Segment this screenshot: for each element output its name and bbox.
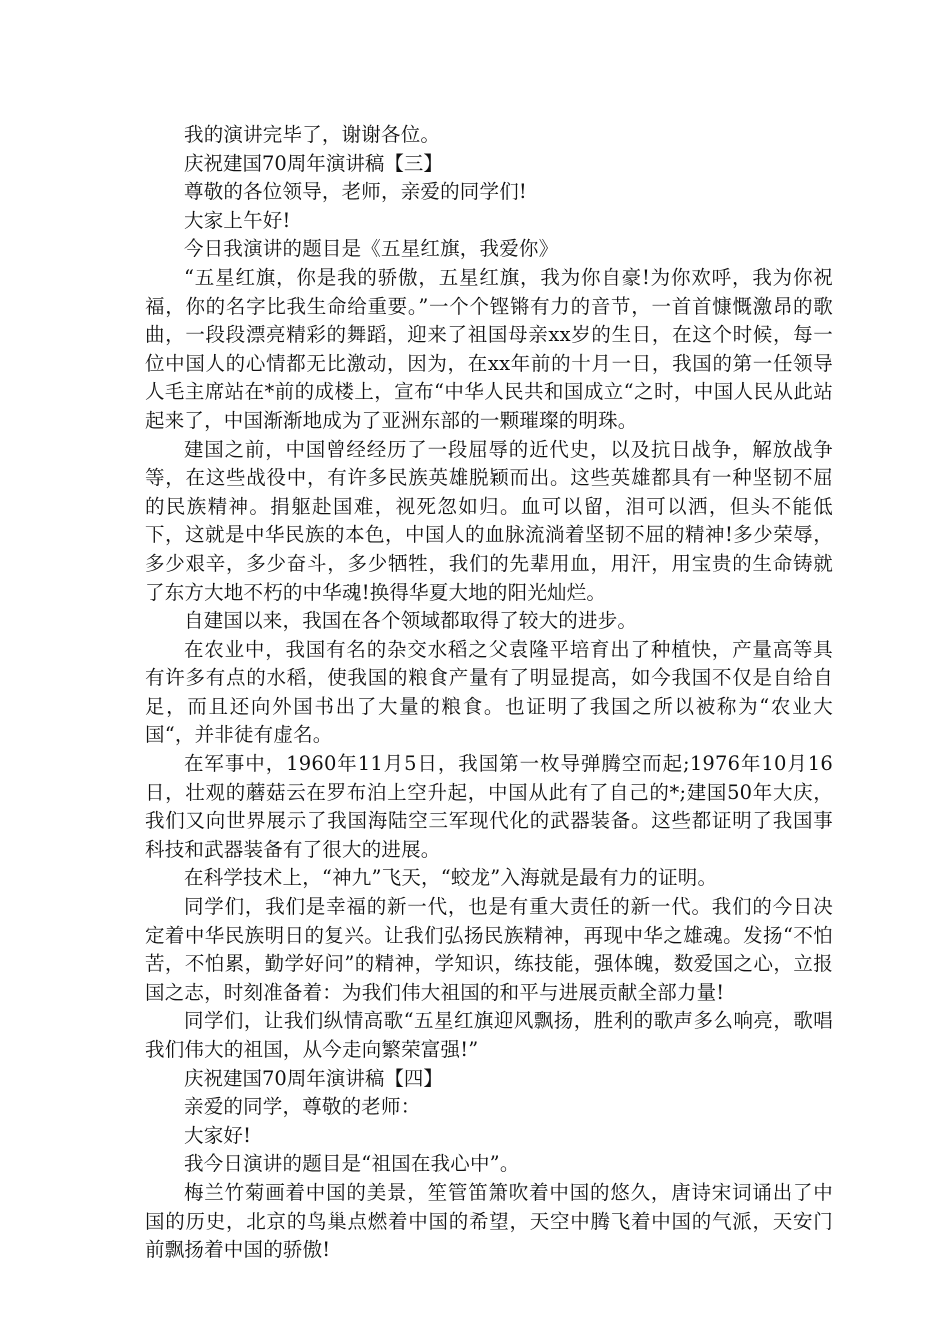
body-paragraph: 同学们，我们是幸福的新一代，也是有重大责任的新一代。我们的今日决定着中华民族明日的复兴。让我们弘扬民族精神，再现中华之雄魂。发扬“不怕苦，不怕累，勤学好问”的精神，学知识，练技能，强体魄，数爱国之心，立报国之志，时刻准备着：为我们伟大祖国的和平与进展贡献全部力量!: [145, 895, 833, 1004]
speech-topic: 今日我演讲的题目是《五星红旗，我爱你》: [184, 237, 559, 261]
body-paragraph: 建国之前，中国曾经经历了一段屈辱的近代史，以及抗日战争，解放战争等，在这些战役中，有许多民族英雄脱颖而出。这些英雄都具有一种坚韧不屈的民族精神。捐躯赴国难，视死忽如归。血可以留，泪可以洒，但头不能低下，这就是中华民族的本色，中国人的血脉流淌着坚韧不屈的精神!多少荣辱，多少艰辛，多少奋斗，多少牺牲，我们的先辈用血，用汗，用宝贵的生命铸就了东方大地不朽的中华魂!换得华夏大地的阳光灿烂。: [145, 437, 833, 604]
greeting-salutation: 亲爱的同学，尊敬的老师：: [184, 1095, 421, 1119]
body-paragraph: 自建国以来，我国在各个领域都取得了较大的进步。: [184, 609, 638, 633]
body-paragraph: 在农业中，我国有名的杂交水稻之父袁隆平培育出了种植快，产量高等具有许多有点的水稻，使我国的粮食产量有了明显提高，如今我国不仅是自给自足，而且还向外国书出了大量的粮食。也证明了我国之所以被称为“农业大国“，并非徒有虚名。: [145, 637, 833, 747]
body-paragraph: 在科学技术上，“神九”飞天，“蛟龙”入海就是最有力的证明。: [184, 866, 718, 890]
greeting-salutation: 尊敬的各位领导，老师，亲爱的同学们!: [184, 180, 527, 204]
greeting-morning: 大家上午好!: [184, 208, 291, 232]
section-heading-three: 庆祝建国70周年演讲稿【三】: [184, 151, 443, 175]
body-paragraph: 同学们，让我们纵情高歌“五星红旗迎风飘扬，胜利的歌声多么响亮，歌唱我们伟大的祖国，从今走向繁荣富强!”: [145, 1009, 833, 1061]
document-page: [145, 121, 833, 1265]
body-paragraph: “五星红旗，你是我的骄傲，五星红旗，我为你自豪!为你欢呼，我为你祝福，你的名字比我生命给重要。”一个个铿锵有力的音节，一首首慷慨激昂的歌曲，一段段漂亮精彩的舞蹈，迎来了祖国母亲xx岁的生日，在这个时候，每一位中国人的心情都无比激动，因为，在xx年前的十月一日，我国的第一任领导人毛主席站在*前的成楼上，宣布“中华人民共和国成立“之时，中国人民从此站起来了，中国渐渐地成为了亚洲东部的一颗璀璨的明珠。: [145, 265, 833, 432]
speech-topic: 我今日演讲的题目是“祖国在我心中”。: [184, 1152, 520, 1176]
closing-line: 我的演讲完毕了，谢谢各位。: [184, 123, 441, 146]
greeting-hello: 大家好!: [184, 1123, 252, 1147]
body-paragraph: 梅兰竹菊画着中国的美景，笙管笛箫吹着中国的悠久，唐诗宋词诵出了中国的历史，北京的鸟巢点燃着中国的希望，天空中腾飞着中国的气派，天安门前飘扬着中国的骄傲!: [145, 1180, 833, 1262]
body-paragraph: 在军事中，1960年11月5日，我国第一枚导弹腾空而起;1976年10月16日，壮观的蘑菇云在罗布泊上空升起，中国从此有了自己的*;建国50年大庆，我们又向世界展示了我国海陆空三军现代化的武器装备。这些都证明了我国事科技和武器装备有了很大的进展。: [145, 752, 833, 861]
section-heading-four: 庆祝建国70周年演讲稿【四】: [184, 1066, 443, 1090]
